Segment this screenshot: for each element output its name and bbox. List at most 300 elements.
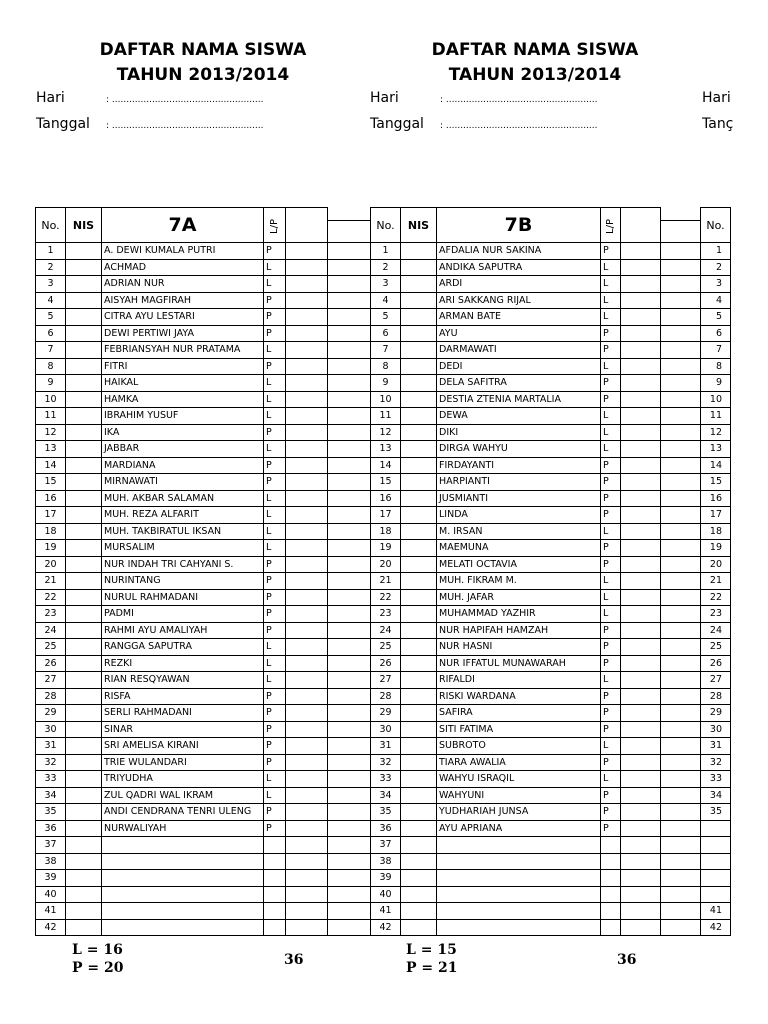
blank-cell: [661, 837, 701, 854]
student-name: AYU APRIANA: [437, 820, 601, 837]
blank-cell: [328, 688, 371, 705]
blank-cell: [286, 903, 328, 920]
row-number: 17: [371, 507, 401, 524]
blank-cell: [286, 655, 328, 672]
blank-cell: [621, 606, 661, 623]
gender-cell: [264, 886, 286, 903]
table-row: [36, 886, 731, 903]
gender-cell: P: [601, 375, 621, 392]
blank-cell: [621, 771, 661, 788]
row-number: 22: [701, 589, 731, 606]
gender-cell: P: [264, 292, 286, 309]
nis-cell: [66, 919, 102, 936]
blank-cell: [621, 705, 661, 722]
blank-cell: [328, 721, 371, 738]
nis-cell: [401, 606, 437, 623]
blank-cell: [286, 622, 328, 639]
blank-cell: [621, 556, 661, 573]
tanggal-dots: : .....................................................: [106, 121, 264, 131]
student-name: [437, 853, 601, 870]
blank-cell: [328, 556, 371, 573]
nis-cell: [401, 837, 437, 854]
gender-cell: P: [601, 540, 621, 557]
nis-cell: [401, 721, 437, 738]
blank-cell: [621, 523, 661, 540]
blank-cell: [621, 507, 661, 524]
gender-cell: P: [601, 655, 621, 672]
hari-dots: : .....................................................: [106, 95, 264, 105]
row-number: 42: [701, 919, 731, 936]
gender-cell: P: [601, 705, 621, 722]
gender-cell: [601, 886, 621, 903]
student-name: CITRA AYU LESTARI: [102, 309, 264, 326]
blank-cell: [328, 259, 371, 276]
blank-cell: [621, 903, 661, 920]
blank-cell: [286, 919, 328, 936]
nis-cell: [66, 474, 102, 491]
nis-cell: [66, 391, 102, 408]
student-name: MUH. FIKRAM M.: [437, 573, 601, 590]
blank-cell: [661, 441, 701, 458]
student-name: TRIYUDHA: [102, 771, 264, 788]
row-number: 24: [36, 622, 66, 639]
blank-cell: [328, 919, 371, 936]
row-number: 2: [371, 259, 401, 276]
row-number: [701, 837, 731, 854]
blank-cell: [328, 342, 371, 359]
blank-cell: [621, 474, 661, 491]
student-name: IKA: [102, 424, 264, 441]
blank-cell: [286, 556, 328, 573]
blank-cell: [661, 540, 701, 557]
blank-cell: [328, 672, 371, 689]
student-name: PADMI: [102, 606, 264, 623]
blank-cell: [661, 754, 701, 771]
nis-cell: [401, 342, 437, 359]
row-number: 22: [36, 589, 66, 606]
student-name: [437, 837, 601, 854]
blank-cell: [286, 243, 328, 260]
nis-cell: [401, 903, 437, 920]
row-number: 20: [36, 556, 66, 573]
table-row: [36, 490, 731, 507]
student-name: DELA SAFITRA: [437, 375, 601, 392]
row-number: 19: [36, 540, 66, 557]
student-name: M. IRSAN: [437, 523, 601, 540]
table-row: [36, 820, 731, 837]
nis-cell: [66, 325, 102, 342]
blank-cell: [661, 309, 701, 326]
gender-cell: P: [264, 243, 286, 260]
col-nis-header: NIS: [66, 208, 102, 243]
table-row: [36, 688, 731, 705]
nis-cell: [66, 804, 102, 821]
nis-cell: [66, 672, 102, 689]
blank-cell: [661, 721, 701, 738]
nis-cell: [401, 276, 437, 293]
gender-cell: L: [601, 292, 621, 309]
gender-cell: P: [264, 309, 286, 326]
blank-cell: [661, 919, 701, 936]
blank-cell: [286, 738, 328, 755]
student-name: NUR IFFATUL MUNAWARAH: [437, 655, 601, 672]
blank-header-cell: [661, 208, 701, 243]
nis-cell: [401, 738, 437, 755]
row-number: 19: [701, 540, 731, 557]
gender-cell: L: [601, 424, 621, 441]
blank-cell: [661, 655, 701, 672]
nis-cell: [66, 375, 102, 392]
row-number: 6: [371, 325, 401, 342]
nis-cell: [66, 705, 102, 722]
row-number: 12: [371, 424, 401, 441]
row-number: 8: [36, 358, 66, 375]
blank-cell: [286, 853, 328, 870]
gender-cell: L: [264, 540, 286, 557]
table-row: [36, 540, 731, 557]
nis-cell: [66, 408, 102, 425]
nis-cell: [401, 391, 437, 408]
student-name: ANDI CENDRANA TENRI ULENG: [102, 804, 264, 821]
nis-cell: [66, 837, 102, 854]
row-number: 13: [371, 441, 401, 458]
row-number: 10: [371, 391, 401, 408]
student-name: [437, 903, 601, 920]
student-name: FITRI: [102, 358, 264, 375]
table-header-row: [36, 208, 731, 243]
row-number: [701, 886, 731, 903]
table-row: [36, 441, 731, 458]
gender-cell: L: [264, 441, 286, 458]
student-name: [437, 919, 601, 936]
student-name: SAFIRA: [437, 705, 601, 722]
row-number: 11: [36, 408, 66, 425]
row-number: 37: [36, 837, 66, 854]
blank-cell: [286, 276, 328, 293]
blank-cell: [661, 358, 701, 375]
row-number: 15: [371, 474, 401, 491]
total-7a: 36: [284, 952, 304, 968]
nis-cell: [66, 589, 102, 606]
student-name: HARPIANTI: [437, 474, 601, 491]
row-number: 39: [371, 870, 401, 887]
col-no-header: No.: [36, 208, 66, 243]
gender-cell: L: [264, 259, 286, 276]
table-row: [36, 457, 731, 474]
row-number: [701, 853, 731, 870]
table-row: [36, 754, 731, 771]
gender-cell: L: [264, 342, 286, 359]
row-number: 24: [371, 622, 401, 639]
nis-cell: [401, 870, 437, 887]
row-number: [701, 820, 731, 837]
table-row: [36, 573, 731, 590]
blank-cell: [328, 540, 371, 557]
blank-cell: [286, 309, 328, 326]
blank-cell: [661, 243, 701, 260]
blank-cell: [621, 408, 661, 425]
col-no-header: No.: [371, 208, 401, 243]
blank-cell: [621, 853, 661, 870]
student-name: [102, 886, 264, 903]
gender-cell: [264, 853, 286, 870]
blank-cell: [661, 705, 701, 722]
row-number: 19: [371, 540, 401, 557]
table-row: [36, 259, 731, 276]
student-name: SUBROTO: [437, 738, 601, 755]
gender-cell: [601, 837, 621, 854]
blank-cell: [286, 771, 328, 788]
gender-cell: L: [264, 771, 286, 788]
gender-cell: L: [601, 358, 621, 375]
blank-cell: [328, 523, 371, 540]
blank-cell: [286, 507, 328, 524]
row-number: 35: [36, 804, 66, 821]
gender-cell: L: [264, 672, 286, 689]
blank-cell: [621, 672, 661, 689]
row-number: 24: [701, 622, 731, 639]
student-name: DEWI PERTIWI JAYA: [102, 325, 264, 342]
table-row: [36, 738, 731, 755]
blank-cell: [621, 738, 661, 755]
student-name: IBRAHIM YUSUF: [102, 408, 264, 425]
student-name: FEBRIANSYAH NUR PRATAMA: [102, 342, 264, 359]
gender-cell: P: [264, 688, 286, 705]
row-number: 41: [36, 903, 66, 920]
blank-cell: [621, 804, 661, 821]
student-name: MURSALIM: [102, 540, 264, 557]
blank-cell: [328, 655, 371, 672]
blank-cell: [328, 243, 371, 260]
row-number: 18: [36, 523, 66, 540]
nis-cell: [66, 853, 102, 870]
nis-cell: [401, 540, 437, 557]
student-name: MUH. AKBAR SALAMAN: [102, 490, 264, 507]
row-number: 14: [36, 457, 66, 474]
blank-cell: [328, 622, 371, 639]
blank-cell: [328, 870, 371, 887]
student-name: ZUL QADRI WAL IKRAM: [102, 787, 264, 804]
blank-cell: [286, 441, 328, 458]
gender-cell: L: [264, 639, 286, 656]
student-name: LINDA: [437, 507, 601, 524]
blank-cell: [328, 457, 371, 474]
row-number: 38: [36, 853, 66, 870]
class-7b-header: 7B: [437, 208, 601, 243]
student-name: ANDIKA SAPUTRA: [437, 259, 601, 276]
row-number: 36: [36, 820, 66, 837]
gender-cell: L: [601, 573, 621, 590]
student-name: TIARA AWALIA: [437, 754, 601, 771]
row-number: 27: [36, 672, 66, 689]
row-number: 32: [36, 754, 66, 771]
nis-cell: [401, 523, 437, 540]
nis-cell: [66, 309, 102, 326]
blank-cell: [621, 441, 661, 458]
table-row: [36, 556, 731, 573]
col-lp-header: [601, 208, 621, 243]
nis-cell: [66, 721, 102, 738]
blank-cell: [328, 820, 371, 837]
nis-cell: [66, 606, 102, 623]
row-number: 42: [36, 919, 66, 936]
row-number: 41: [701, 903, 731, 920]
blank-cell: [621, 457, 661, 474]
hari-label: Hari: [370, 90, 399, 106]
row-number: 26: [36, 655, 66, 672]
blank-cell: [286, 325, 328, 342]
blank-cell: [286, 259, 328, 276]
gender-cell: L: [264, 276, 286, 293]
student-name: HAMKA: [102, 391, 264, 408]
blank-header-cell: [286, 208, 328, 243]
row-number: 2: [701, 259, 731, 276]
student-name: [102, 919, 264, 936]
total-7b: 36: [617, 952, 637, 968]
gender-cell: P: [601, 474, 621, 491]
blank-cell: [328, 490, 371, 507]
row-number: 11: [701, 408, 731, 425]
nis-cell: [401, 853, 437, 870]
student-name: ARMAN BATE: [437, 309, 601, 326]
blank-cell: [621, 375, 661, 392]
table-row: [36, 804, 731, 821]
student-name: FIRDAYANTI: [437, 457, 601, 474]
gender-cell: P: [601, 721, 621, 738]
nis-cell: [401, 919, 437, 936]
gender-cell: P: [601, 556, 621, 573]
row-number: 7: [701, 342, 731, 359]
table-row: [36, 292, 731, 309]
blank-cell: [328, 754, 371, 771]
nis-cell: [66, 787, 102, 804]
nis-cell: [66, 771, 102, 788]
row-number: 3: [701, 276, 731, 293]
table-row: [36, 358, 731, 375]
blank-cell: [621, 688, 661, 705]
nis-cell: [401, 820, 437, 837]
row-number: 23: [36, 606, 66, 623]
blank-cell: [661, 853, 701, 870]
blank-cell: [328, 309, 371, 326]
table-row: [36, 919, 731, 936]
table-row: [36, 622, 731, 639]
blank-cell: [328, 853, 371, 870]
gender-cell: P: [264, 622, 286, 639]
student-name: ADRIAN NUR: [102, 276, 264, 293]
gender-cell: L: [601, 309, 621, 326]
blank-cell: [661, 276, 701, 293]
gender-cell: P: [264, 573, 286, 590]
blank-cell: [621, 573, 661, 590]
blank-cell: [286, 804, 328, 821]
blank-cell: [661, 391, 701, 408]
row-number: 10: [36, 391, 66, 408]
page-subtitle: TAHUN 2013/2014: [448, 65, 622, 85]
male-count: L = 16: [72, 942, 123, 958]
row-number: 5: [371, 309, 401, 326]
blank-cell: [286, 408, 328, 425]
table-row: [36, 589, 731, 606]
row-number: 14: [371, 457, 401, 474]
table-row: [36, 606, 731, 623]
blank-cell: [621, 490, 661, 507]
gender-cell: [264, 837, 286, 854]
student-name: YUDHARIAH JUNSA: [437, 804, 601, 821]
blank-cell: [621, 276, 661, 293]
gender-cell: P: [601, 820, 621, 837]
blank-cell: [661, 738, 701, 755]
blank-cell: [286, 688, 328, 705]
student-name: WAHYUNI: [437, 787, 601, 804]
blank-cell: [328, 358, 371, 375]
table-row: [36, 870, 731, 887]
gender-cell: L: [264, 490, 286, 507]
blank-cell: [286, 837, 328, 854]
table-row: [36, 787, 731, 804]
nis-cell: [66, 358, 102, 375]
blank-cell: [661, 325, 701, 342]
student-name: WAHYU ISRAQIL: [437, 771, 601, 788]
blank-cell: [286, 820, 328, 837]
row-number: 23: [371, 606, 401, 623]
blank-cell: [286, 474, 328, 491]
gender-cell: L: [264, 523, 286, 540]
row-number: 36: [371, 820, 401, 837]
table-row: [36, 375, 731, 392]
student-name: MIRNAWATI: [102, 474, 264, 491]
nis-cell: [66, 870, 102, 887]
gender-cell: L: [264, 507, 286, 524]
student-name: ACHMAD: [102, 259, 264, 276]
row-number: 35: [371, 804, 401, 821]
gender-cell: [601, 903, 621, 920]
gender-cell: [601, 919, 621, 936]
blank-cell: [328, 705, 371, 722]
row-number: 1: [701, 243, 731, 260]
summary-7b: [406, 941, 458, 977]
table-row: [36, 523, 731, 540]
blank-cell: [661, 474, 701, 491]
hari-label: Hari: [36, 90, 65, 106]
nis-cell: [401, 688, 437, 705]
lp-label: L/P: [268, 218, 280, 234]
blank-cell: [621, 391, 661, 408]
blank-cell: [661, 375, 701, 392]
gender-cell: L: [264, 655, 286, 672]
gender-cell: P: [264, 705, 286, 722]
nis-cell: [401, 457, 437, 474]
row-number: 33: [371, 771, 401, 788]
row-number: 13: [36, 441, 66, 458]
row-number: 34: [701, 787, 731, 804]
row-number: 11: [371, 408, 401, 425]
row-number: 21: [371, 573, 401, 590]
student-name: NUR INDAH TRI CAHYANI S.: [102, 556, 264, 573]
student-name: SINAR: [102, 721, 264, 738]
row-number: 8: [371, 358, 401, 375]
row-number: 7: [371, 342, 401, 359]
row-number: 35: [701, 804, 731, 821]
gender-cell: P: [601, 243, 621, 260]
blank-cell: [661, 622, 701, 639]
blank-cell: [286, 886, 328, 903]
header-left: [88, 38, 318, 88]
row-number: 1: [371, 243, 401, 260]
student-name: A. DEWI KUMALA PUTRI: [102, 243, 264, 260]
blank-cell: [661, 886, 701, 903]
blank-cell: [621, 243, 661, 260]
